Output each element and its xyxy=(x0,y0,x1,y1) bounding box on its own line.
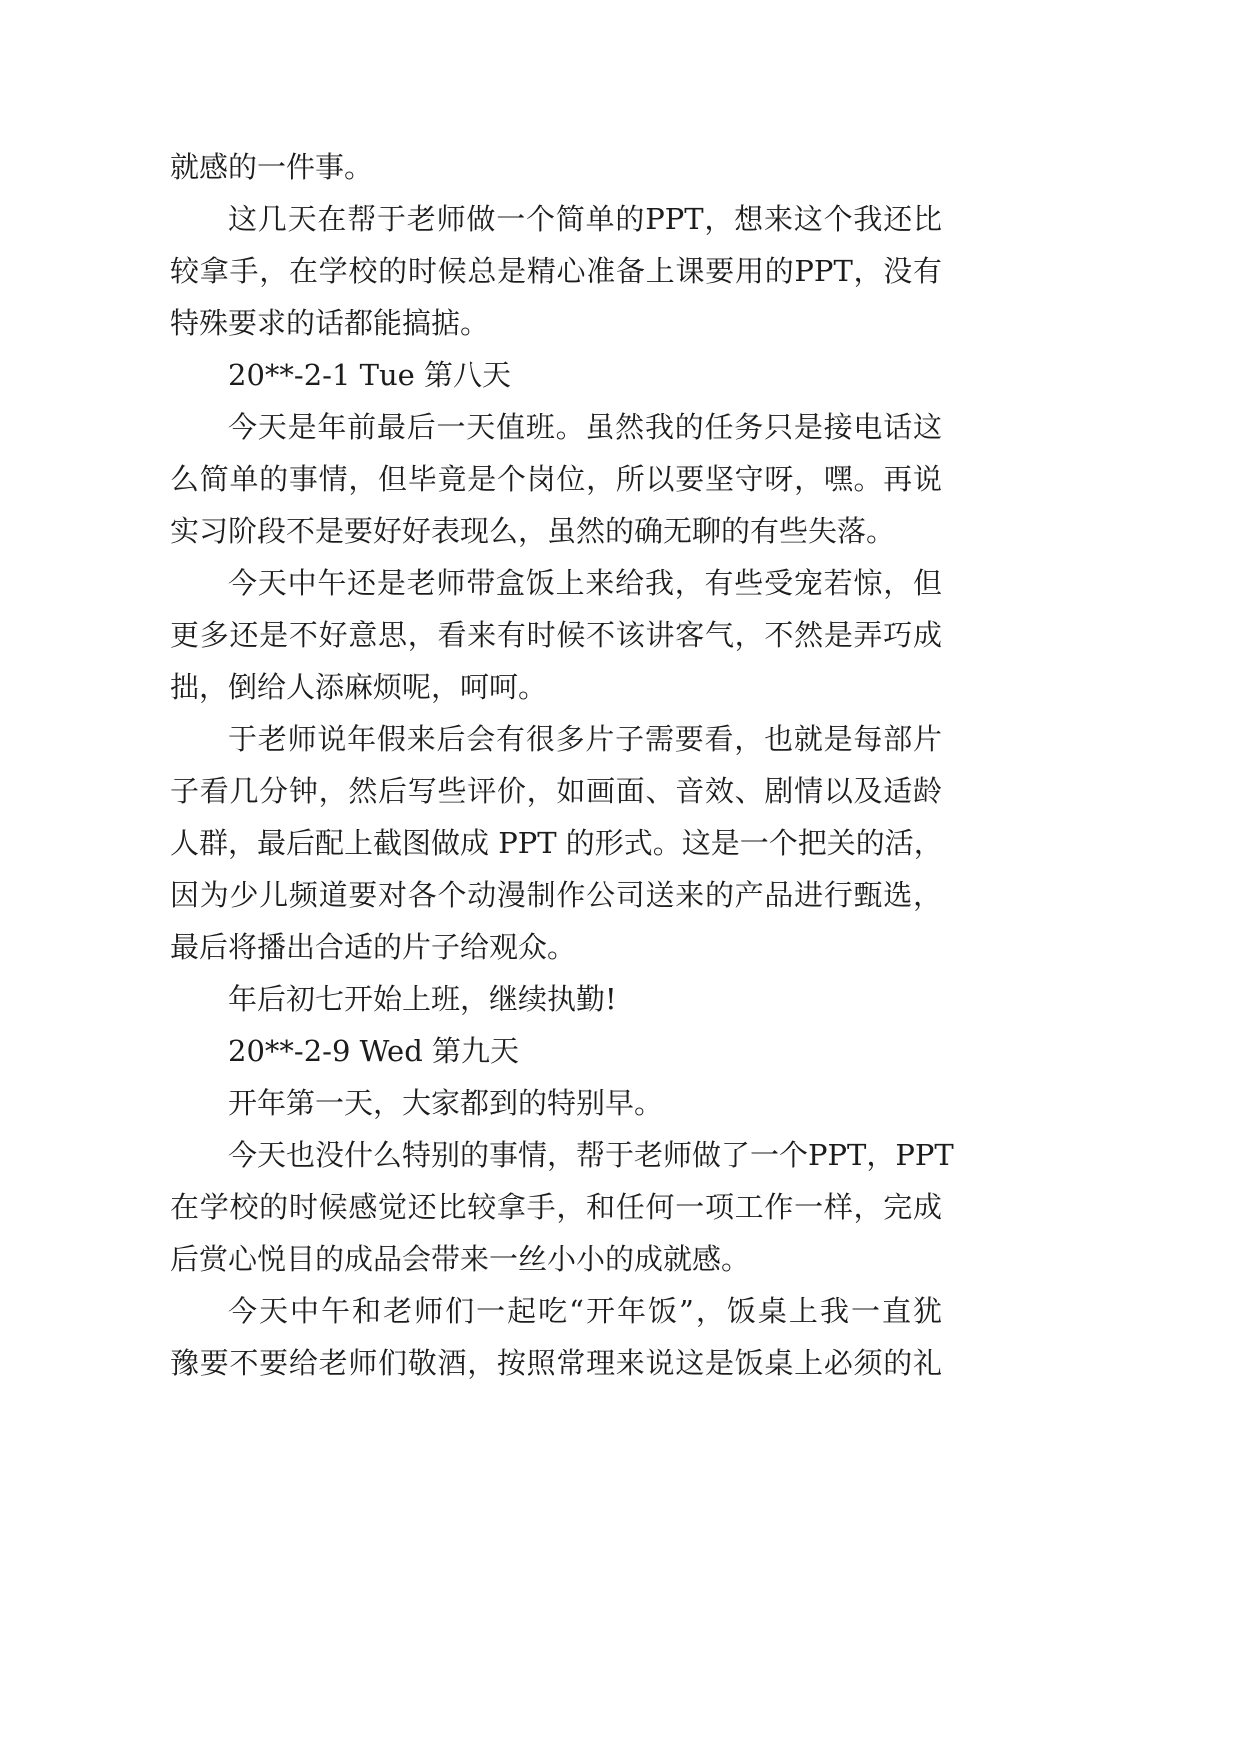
date-heading xyxy=(170,1025,942,1077)
paragraph xyxy=(170,401,942,557)
text-line: 20**-2-1 Tue 第八天 xyxy=(228,358,512,392)
text-line: 开年第一天，大家都到的特别早。 xyxy=(228,1086,664,1120)
paragraph xyxy=(170,1285,942,1389)
paragraph xyxy=(170,557,942,713)
text-line: 最后将播出合适的片子给观众。 xyxy=(170,930,577,964)
paragraph xyxy=(170,141,942,193)
date-heading xyxy=(170,349,942,401)
text-line: 子看几分钟，然后写些评价，如画面、音效、剧情以及适龄 xyxy=(170,774,942,808)
text-line: 就感的一件事。 xyxy=(170,150,374,184)
text-line: 实习阶段不是要好好表现么，虽然的确无聊的有些失落。 xyxy=(170,514,896,548)
text-line: 在学校的时候感觉还比较拿手，和任何一项工作一样，完成 xyxy=(170,1190,942,1224)
text-line: 特殊要求的话都能搞掂。 xyxy=(170,306,490,340)
document-body xyxy=(170,141,954,1389)
paragraph xyxy=(170,713,942,973)
text-line: 更多还是不好意思，看来有时候不该讲客气，不然是弄巧成 xyxy=(170,618,942,652)
text-line: 后赏心悦目的成品会带来一丝小小的成就感。 xyxy=(170,1242,751,1276)
paragraph xyxy=(170,1077,942,1129)
text-line: 因为少儿频道要对各个动漫制作公司送来的产品进行甄选， xyxy=(170,878,942,912)
text-line: 年后初七开始上班，继续执勤! xyxy=(228,982,617,1016)
paragraph xyxy=(170,1129,954,1285)
text-line: 于老师说年假来后会有很多片子需要看，也就是每部片 xyxy=(228,722,942,756)
paragraph xyxy=(170,973,942,1025)
text-line: 今天中午和老师们一起吃“开年饭”，饭桌上我一直犹 xyxy=(228,1294,942,1328)
text-line: 人群，最后配上截图做成 PPT 的形式。这是一个把关的活， xyxy=(170,826,943,860)
text-line: 较拿手，在学校的时候总是精心准备上课要用的PPT，没有 xyxy=(170,254,942,288)
text-line: 今天是年前最后一天值班。虽然我的任务只是接电话这 xyxy=(228,410,942,444)
text-line: 拙，倒给人添麻烦呢，呵呵。 xyxy=(170,670,548,704)
text-line: 豫要不要给老师们敬酒，按照常理来说这是饭桌上必须的礼 xyxy=(170,1346,942,1380)
text-line: 么简单的事情，但毕竟是个岗位，所以要坚守呀，嘿。再说 xyxy=(170,462,942,496)
text-line: 这几天在帮于老师做一个简单的PPT，想来这个我还比 xyxy=(228,202,942,236)
text-line: 今天也没什么特别的事情，帮于老师做了一个PPT，PPT xyxy=(228,1138,954,1172)
paragraph xyxy=(170,193,942,349)
text-line: 20**-2-9 Wed 第九天 xyxy=(228,1034,520,1068)
text-line: 今天中午还是老师带盒饭上来给我，有些受宠若惊，但 xyxy=(228,566,942,600)
